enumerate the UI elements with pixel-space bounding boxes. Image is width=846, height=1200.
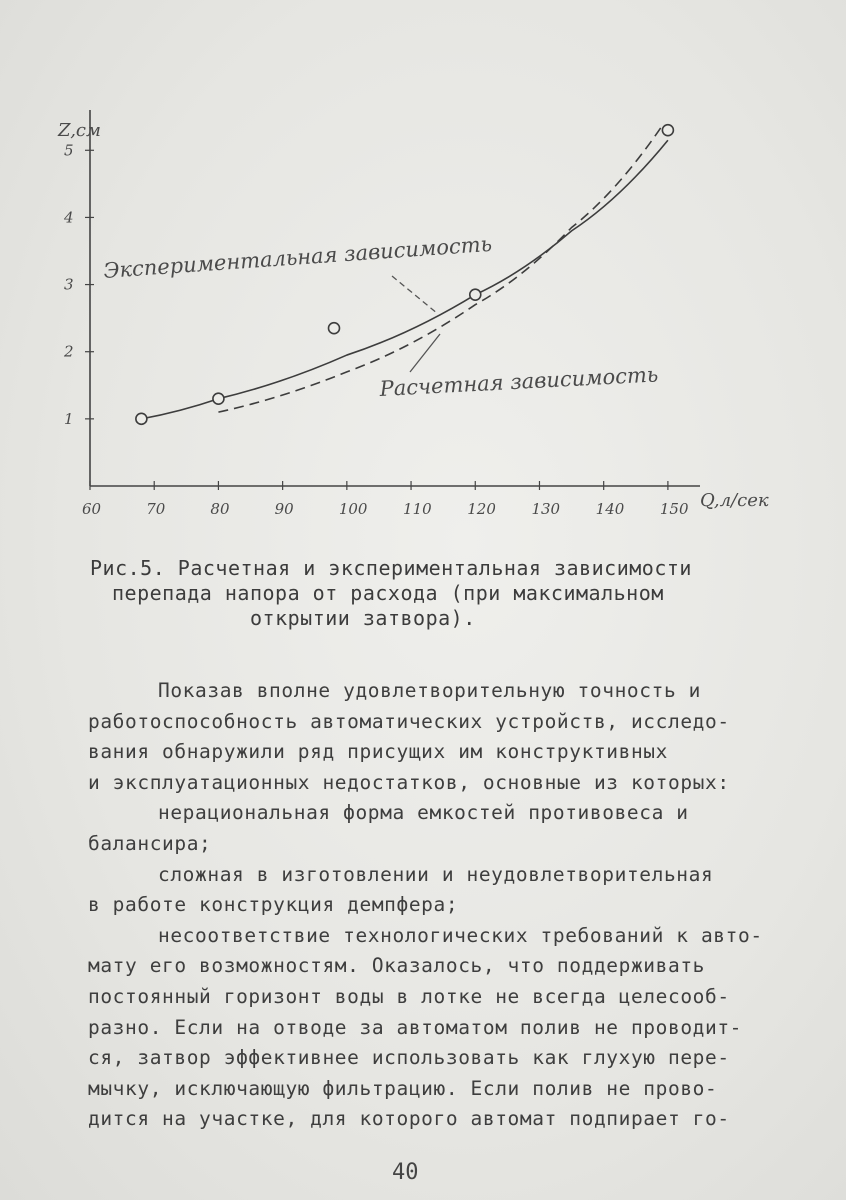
- x-tick-label: 90: [274, 500, 294, 518]
- x-tick-label: 120: [467, 500, 496, 518]
- figure-chart: [0, 0, 846, 550]
- paragraph-line: несоответствие технологических требований к авто-: [158, 923, 763, 947]
- paragraph-line: и эксплуатационных недостатков, основные из которых:: [88, 770, 730, 794]
- legend-experimental-label: Экспериментальная зависимость: [102, 231, 493, 283]
- data-point: [213, 393, 224, 404]
- x-tick-label: 80: [210, 500, 230, 518]
- data-point: [470, 289, 481, 300]
- paragraph-line: Показав вполне удовлетворительную точность и: [158, 679, 701, 702]
- leader-line-experimental: [392, 276, 438, 314]
- x-tick-label: 140: [595, 500, 625, 518]
- page-number: 40: [392, 1160, 419, 1185]
- x-tick-label: 60: [82, 500, 102, 518]
- data-point: [662, 125, 673, 136]
- body-text: [88, 676, 798, 1135]
- y-tick-label: 3: [64, 275, 74, 294]
- chart-ticks: [63, 141, 689, 518]
- caption-line: перепада напора от расхода (при максимальном: [112, 581, 664, 605]
- paragraph-line: мату его возможностям. Оказалось, что поддерживать: [88, 954, 705, 978]
- chart-axes: [90, 110, 700, 486]
- x-axis-label: Q,л/сек: [700, 490, 769, 511]
- paragraph-line: мычку, исключающую фильтрацию. Если полив не прово-: [88, 1076, 718, 1100]
- x-tick-label: 130: [531, 500, 561, 518]
- paragraph-line: балансира;: [88, 831, 212, 855]
- paragraph-line: нерациональная форма емкостей противовеса и: [158, 801, 689, 825]
- x-tick-label: 110: [403, 500, 432, 518]
- leader-line-calculated: [410, 334, 440, 372]
- legend-calculated-label: Расчетная зависимость: [379, 362, 659, 401]
- x-tick-label: 70: [146, 500, 166, 518]
- paragraph-line: постоянный горизонт воды в лотке не всегда целесооб-: [88, 984, 730, 1008]
- data-point: [329, 323, 340, 334]
- paragraph-line: работоспособность автоматических устройств, исследо-: [88, 709, 730, 733]
- x-tick-label: 100: [338, 500, 368, 518]
- caption-line: Рис.5. Расчетная и экспериментальная зависимости: [90, 556, 692, 580]
- y-tick-label: 2: [64, 342, 74, 361]
- caption-line: открытии затвора).: [250, 606, 476, 630]
- y-tick-label: 1: [64, 409, 74, 428]
- y-axis-label: Z,см: [58, 120, 101, 141]
- data-point: [136, 413, 147, 424]
- y-tick-label: 4: [64, 208, 74, 227]
- x-tick-label: 150: [659, 500, 689, 518]
- paragraph-line: разно. Если на отводе за автоматом полив не проводит-: [88, 1015, 743, 1039]
- paragraph-line: дится на участке, для которого автомат подпирает го-: [88, 1107, 730, 1131]
- y-tick-label: 5: [64, 141, 74, 160]
- paragraph-line: в работе конструкция демпфера;: [88, 893, 459, 917]
- paragraph-line: ся, затвор эффективнее использовать как глухую пере-: [88, 1046, 730, 1070]
- figure-caption: [90, 556, 770, 631]
- paragraph-line: сложная в изготовлении и неудовлетворительная: [158, 862, 714, 886]
- paragraph-line: вания обнаружили ряд присущих им конструктивных: [88, 740, 668, 764]
